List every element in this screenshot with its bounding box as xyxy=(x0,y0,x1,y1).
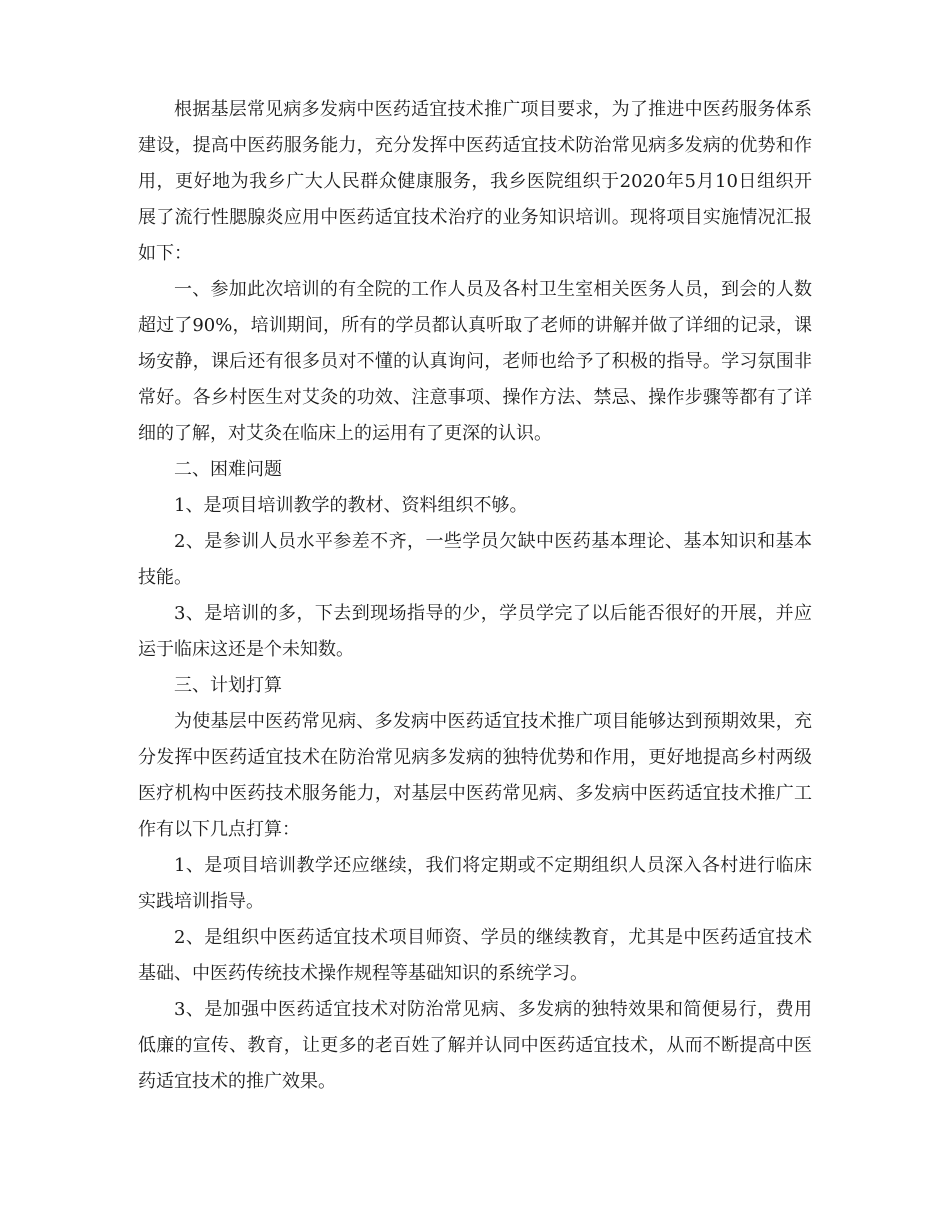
section-3-heading: 三、计划打算 xyxy=(174,675,282,696)
plan-item-3: 3、是加强中医药适宜技术对防治常见病、多发病的独特效果和简便易行，费用低廉的宣传、教育，让更多的老百姓了解并认同中医药适宜技术，从而不断提高中医药适宜技术的推广效果。 xyxy=(138,999,812,1092)
plan-item-2: 2、是组织中医药适宜技术项目师资、学员的继续教育，尤其是中医药适宜技术基础、中医药传统技术操作规程等基础知识的系统学习。 xyxy=(138,927,812,984)
intro-paragraph: 根据基层常见病多发病中医药适宜技术推广项目要求，为了推进中医药服务体系建设，提高中医药服务能力，充分发挥中医药适宜技术防治常见病多发病的优势和作用，更好地为我乡广大人民群众健康服务，我乡医院组织于2020年5月10日组织开展了流行性腮腺炎应用中医药适宜技术治疗的业务知识培训。现将项目实施情况汇报如下： xyxy=(138,99,812,264)
document-body xyxy=(138,92,812,1100)
section-2-heading: 二、困难问题 xyxy=(174,459,282,480)
plan-item-1: 1、是项目培训教学还应继续，我们将定期或不定期组织人员深入各村进行临床实践培训指导。 xyxy=(138,855,812,912)
section-1-paragraph: 一、参加此次培训的有全院的工作人员及各村卫生室相关医务人员，到会的人数超过了90%，培训期间，所有的学员都认真听取了老师的讲解并做了详细的记录，课场安静，课后还有很多员对不懂的认真询问，老师也给予了积极的指导。学习氛围非常好。各乡村医生对艾灸的功效、注意事项、操作方法、禁忌、操作步骤等都有了详细的了解，对艾灸在临床上的运用有了更深的认识。 xyxy=(138,279,812,444)
problem-item-1: 1、是项目培训教学的教材、资料组织不够。 xyxy=(174,495,528,516)
problem-item-3: 3、是培训的多，下去到现场指导的少，学员学完了以后能否很好的开展，并应运于临床这还是个未知数。 xyxy=(138,603,812,660)
plan-intro-paragraph: 为使基层中医药常见病、多发病中医药适宜技术推广项目能够达到预期效果，充分发挥中医药适宜技术在防治常见病多发病的独特优势和作用，更好地提高乡村两级医疗机构中医药技术服务能力，对基层中医药常见病、多发病中医药适宜技术推广工作有以下几点打算： xyxy=(138,711,812,840)
problem-item-2: 2、是参训人员水平参差不齐，一些学员欠缺中医药基本理论、基本知识和基本技能。 xyxy=(138,531,812,588)
